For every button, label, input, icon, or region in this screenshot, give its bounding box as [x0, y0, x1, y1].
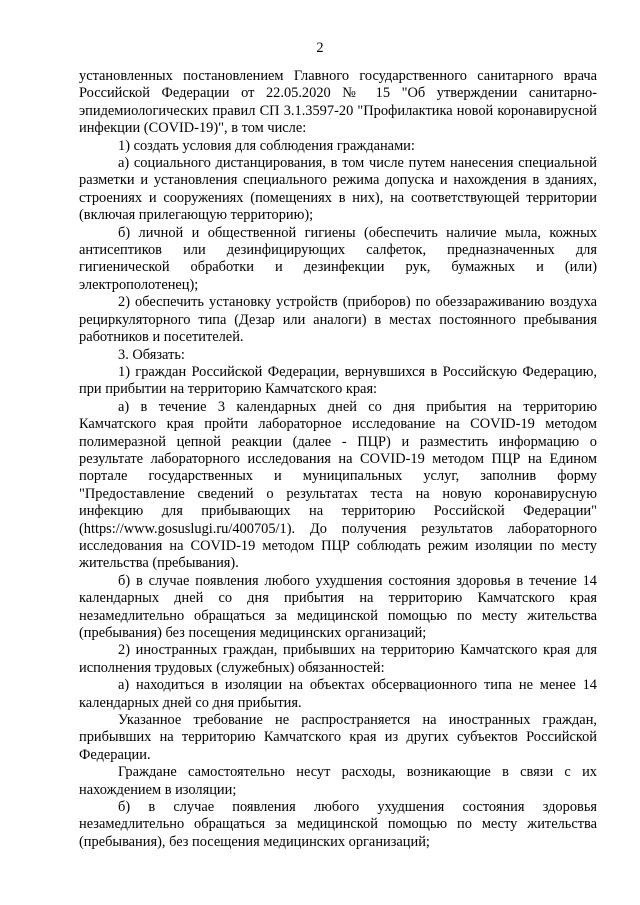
paragraph-section-3: 3. Обязать: — [118, 346, 185, 363]
paragraph-expenses: Граждане самостоятельно несут расходы, возникающие в связи с их нахождением в изоляции; — [79, 764, 597, 798]
paragraph-3-item-1: 1) граждан Российской Федерации, вернувшихся в Российскую Федерацию, при прибытии на территорию Камчатского края: — [79, 363, 597, 398]
paragraph-3-item-1b: б) в случае появления любого ухудшения состояния здоровья в течение 14 календарных дней со дня прибытия на территорию Камчатского края незамедлительно обращаться за медицинской помощью по месту жительства (пребывания) без посещения медицинских организаций; — [79, 572, 597, 641]
paragraph-exception: Указанное требование не распространяется на иностранных граждан, прибывших на территорию Камчатского края из других субъектов Российской Федерации. — [79, 712, 597, 763]
paragraph-3-item-1a: а) в течение 3 календарных дней со дня прибытия на территорию Камчатского края пройти лабораторное исследование на COVID-19 методом полимеразной цепной реакции (далее - ПЦР) и разместить информацию о результате лабораторного исследования на COVID-19 методом ПЦР на Едином портале государственных и муниципальных услуг, заполнив форму "Предоставление сведений о результатах теста на новую коронавирусную инфекцию для прибывающих на территорию Российской Федерации" (https://www.gosuslugi.ru/400705/1). До получения результатов лабораторного исследования на COVID-19 методом ПЦР соблюдать режим изоляции по месту жительства (пребывания). — [79, 398, 597, 572]
paragraph-3-item-2a: а) находиться в изоляции на объектах обсервационного типа не менее 14 календарных дней со дня прибытия. — [79, 677, 597, 711]
paragraph-3-item-2: 2) иностранных граждан, прибывших на территорию Камчатского края для исполнения трудовых (служебных) обязанностей: — [79, 642, 597, 676]
paragraph-item-1a: а) социального дистанцирования, в том числе путем нанесения специальной разметки и установления специального режима допуска и нахождения в зданиях, строениях и сооружениях (помещениях в них), на соответствующей территории (включая прилегающую территорию); — [79, 155, 597, 224]
paragraph-3-item-2b: б) в случае появления любого ухудшения состояния здоровья незамедлительно обращаться за медицинской помощью по месту жительства (пребывания), без посещения медицинских организаций; — [79, 799, 597, 850]
paragraph-intro: установленных постановлением Главного государственного санитарного врача Российской Федерации от 22.05.2020 № 15 "Об утверждении санитарно-эпидемиологических правил СП 3.1.3597-20 "Профилактика новой коронавирусной инфекции (COVID-19)", в том числе: — [79, 68, 597, 137]
paragraph-item-1b: б) личной и общественной гигиены (обеспечить наличие мыла, кожных антисептиков или дезинфицирующих салфеток, предназначенных для гигиенической обработки и дезинфекции рук, бумажных и (или) электрополотенец); — [79, 224, 597, 293]
document-body — [79, 68, 597, 851]
paragraph-item-2: 2) обеспечить установку устройств (приборов) по обеззараживанию воздуха рециркуляторного типа (Дезар или аналоги) в местах постоянного пребывания работников и посетителей. — [79, 294, 597, 346]
paragraph-item-1: 1) создать условия для соблюдения гражданами: — [118, 137, 415, 154]
page-number: 2 — [316, 40, 324, 56]
